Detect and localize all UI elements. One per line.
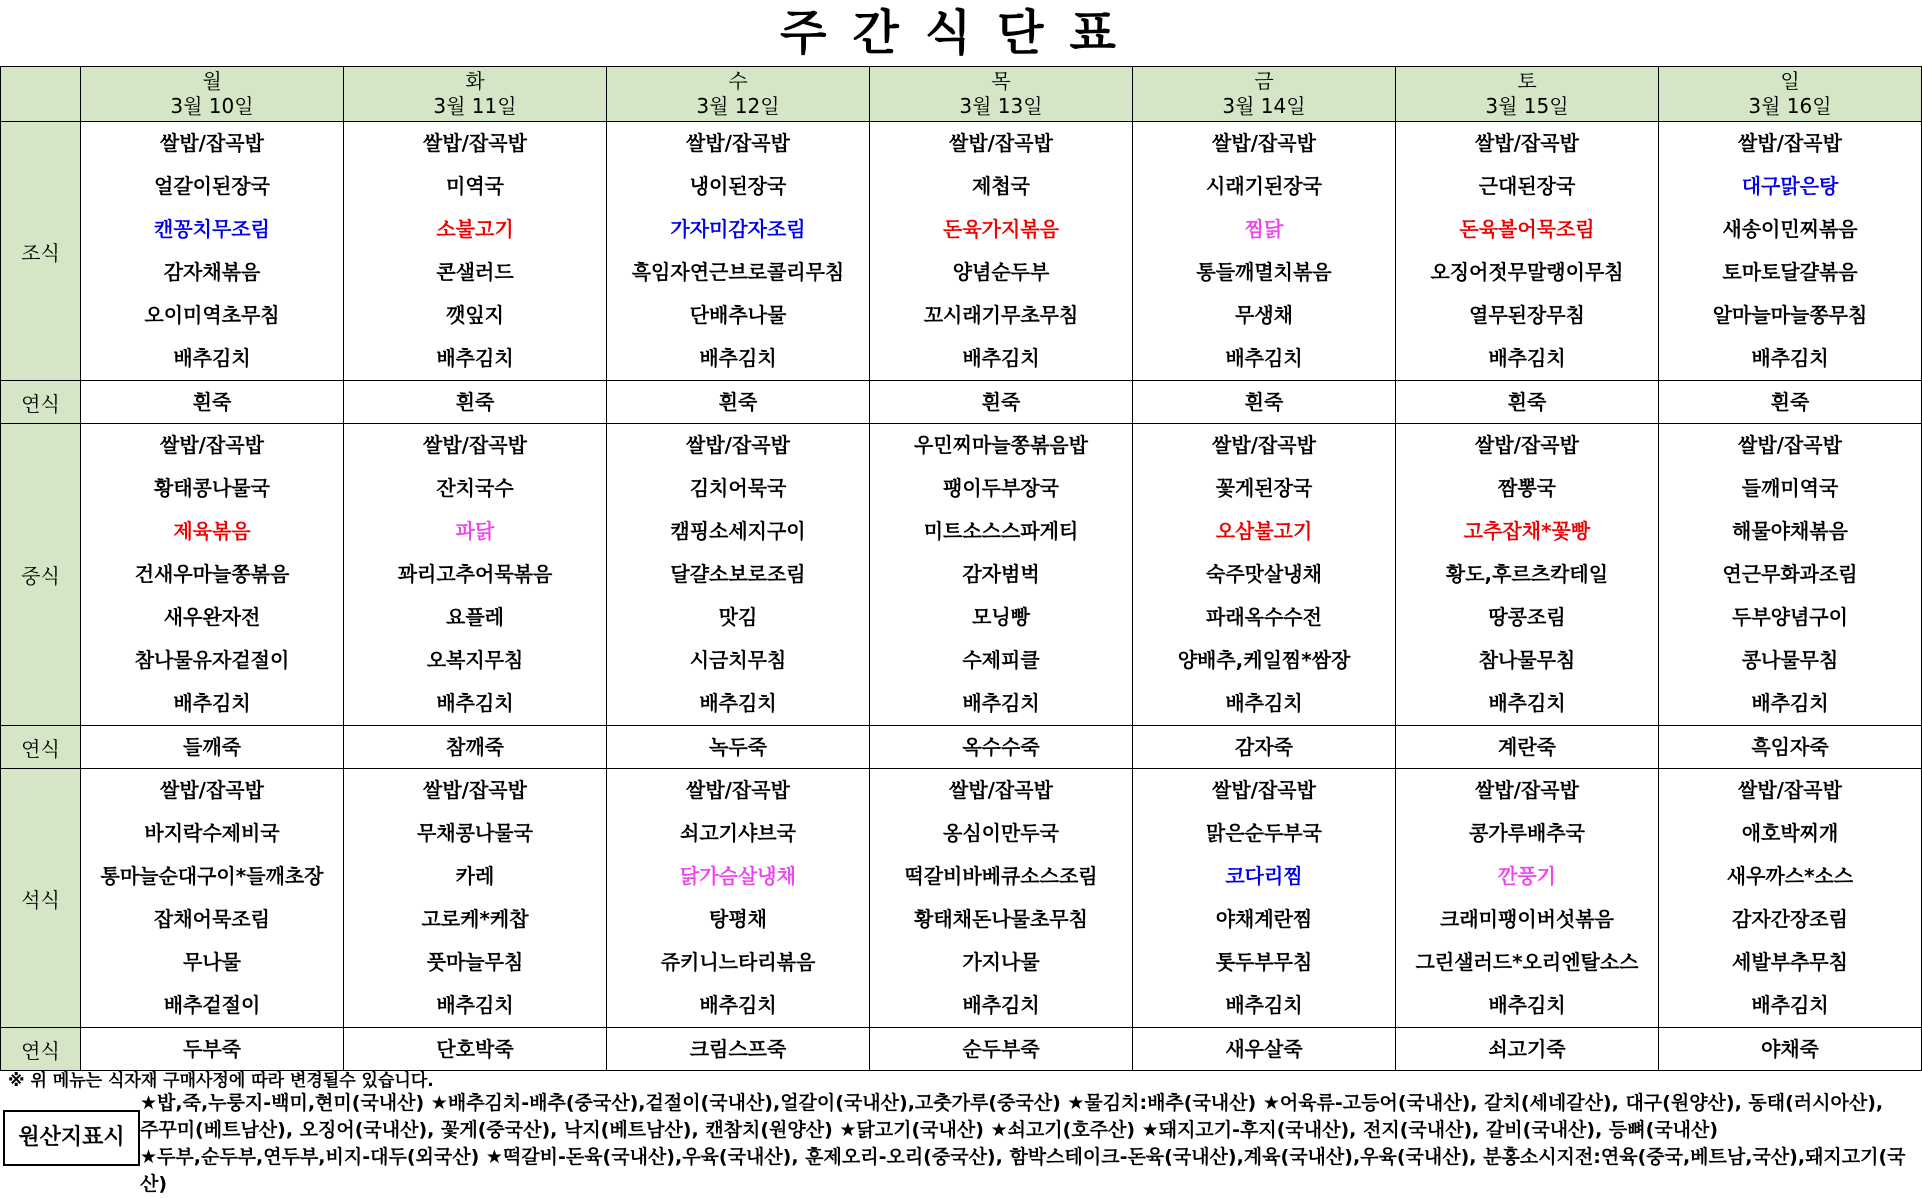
menu-item: 새우완자전: [163, 605, 261, 629]
menu-item: 깻잎지: [446, 303, 504, 327]
menu-item: 건새우마늘쫑볶음: [134, 562, 290, 586]
menu-item: 잡채어묵조림: [154, 907, 270, 931]
origin-label: 원산지표시: [3, 1110, 140, 1166]
day-date: 3월 12일: [696, 94, 780, 118]
menu-item: 단배추나물: [689, 303, 787, 327]
menu-cell: [81, 122, 344, 381]
menu-item: 들깨죽: [183, 735, 241, 759]
menu-item: 달걀소보로조림: [670, 562, 806, 586]
menu-cell: [1396, 1028, 1659, 1071]
menu-item: 고추잡채*꽃빵: [1463, 519, 1591, 543]
menu-cell: [1133, 122, 1396, 381]
menu-cell: [81, 424, 344, 726]
menu-item: 쇠고기샤브국: [680, 821, 796, 845]
meal-label: 석식: [1, 769, 81, 1028]
menu-item: 캔꽁치무조림: [154, 217, 270, 241]
menu-item: 흰죽: [1507, 390, 1547, 414]
menu-cell: [1396, 122, 1659, 381]
menu-item: 녹두죽: [709, 735, 767, 759]
menu-item: 냉이된장국: [689, 174, 787, 198]
day-header-row: [1, 67, 1922, 122]
menu-item: 세발부추무침: [1732, 950, 1848, 974]
meal-label: 조식: [1, 122, 81, 381]
menu-cell: [1133, 1028, 1396, 1071]
menu-cell: [870, 122, 1133, 381]
day-header: [607, 67, 870, 122]
menu-item: 참깨죽: [446, 735, 504, 759]
menu-item: 땅콩조림: [1488, 605, 1566, 629]
menu-item: 배추김치: [962, 691, 1040, 715]
menu-item: 배추겉절이: [163, 993, 261, 1017]
menu-item: 시래기된장국: [1206, 174, 1322, 198]
menu-item: 배추김치: [1225, 993, 1303, 1017]
day-header: [1659, 67, 1922, 122]
snack-row: [1, 726, 1922, 769]
menu-item: 오복지무침: [426, 648, 524, 672]
menu-item: 배추김치: [699, 346, 777, 370]
menu-item: 쌀밥/잡곡밥: [949, 778, 1053, 802]
menu-change-note: ※ 위 메뉴는 식자재 구매사정에 따라 변경될수 있습니다.: [8, 1071, 434, 1091]
menu-item: 쌀밥/잡곡밥: [1212, 433, 1316, 457]
menu-item: 김치어묵국: [689, 476, 787, 500]
menu-item: 모닝빵: [972, 605, 1030, 629]
menu-cell: [1659, 769, 1922, 1028]
menu-item: 열무된장무침: [1469, 303, 1585, 327]
menu-cell: [1133, 769, 1396, 1028]
day-header: [81, 67, 344, 122]
menu-cell: [1659, 1028, 1922, 1071]
day-of-week: 수: [728, 69, 748, 93]
menu-item: 두부양념구이: [1732, 605, 1848, 629]
menu-cell: [81, 726, 344, 769]
menu-item: 미역국: [446, 174, 504, 198]
menu-item: 콘샐러드: [436, 260, 514, 284]
day-date: 3월 16일: [1748, 94, 1832, 118]
menu-item: 배추김치: [1488, 993, 1566, 1017]
menu-item: 황태채돈나물초무침: [914, 907, 1088, 931]
menu-item: 제육볶음: [173, 519, 251, 543]
menu-item: 배추김치: [173, 691, 251, 715]
day-of-week: 일: [1780, 69, 1800, 93]
menu-item: 꽈리고추어묵볶음: [397, 562, 553, 586]
menu-item: 쇠고기죽: [1488, 1037, 1566, 1061]
menu-item: 단호박죽: [436, 1037, 514, 1061]
menu-item: 파래옥수수전: [1206, 605, 1322, 629]
menu-item: 쌀밥/잡곡밥: [160, 131, 264, 155]
menu-item: 배추김치: [962, 346, 1040, 370]
menu-item: 가자미감자조림: [670, 217, 806, 241]
menu-cell: [607, 424, 870, 726]
menu-item: 쌀밥/잡곡밥: [949, 131, 1053, 155]
menu-cell: [344, 769, 607, 1028]
menu-item: 무생채: [1235, 303, 1293, 327]
menu-item: 쌀밥/잡곡밥: [1212, 778, 1316, 802]
menu-item: 감자범벅: [962, 562, 1040, 586]
menu-item: 배추김치: [436, 346, 514, 370]
menu-item: 숙주맛살냉채: [1206, 562, 1322, 586]
menu-cell: [870, 424, 1133, 726]
menu-item: 흰죽: [1770, 390, 1810, 414]
menu-item: 맑은순두부국: [1206, 821, 1322, 845]
menu-item: 탕평채: [709, 907, 767, 931]
menu-item: 흰죽: [718, 390, 758, 414]
menu-item: 쌀밥/잡곡밥: [1475, 433, 1579, 457]
menu-item: 계란죽: [1498, 735, 1556, 759]
menu-cell: [1659, 381, 1922, 424]
menu-item: 쌀밥/잡곡밥: [1738, 131, 1842, 155]
menu-cell: [607, 122, 870, 381]
menu-item: 코다리찜: [1225, 864, 1303, 888]
menu-cell: [1659, 424, 1922, 726]
menu-item: 참나물유자겉절이: [134, 648, 290, 672]
menu-item: 배추김치: [1225, 346, 1303, 370]
menu-item: 배추김치: [1751, 993, 1829, 1017]
menu-item: 닭가슴살냉채: [680, 864, 796, 888]
meal-row: [1, 769, 1922, 1028]
menu-item: 시금치무침: [689, 648, 787, 672]
menu-item: 참나물무침: [1478, 648, 1576, 672]
menu-item: 감자죽: [1235, 735, 1293, 759]
menu-item: 풋마늘무침: [426, 950, 524, 974]
menu-item: 그린샐러드*오리엔탈소스: [1415, 950, 1639, 974]
menu-item: 쌀밥/잡곡밥: [423, 131, 527, 155]
menu-item: 새송이민찌볶음: [1722, 217, 1858, 241]
menu-cell: [344, 381, 607, 424]
menu-cell: [1659, 122, 1922, 381]
menu-cell: [607, 726, 870, 769]
menu-item: 배추김치: [1751, 346, 1829, 370]
menu-item: 흰죽: [455, 390, 495, 414]
meal-row: [1, 122, 1922, 381]
menu-item: 미트소스스파게티: [923, 519, 1079, 543]
day-of-week: 토: [1517, 69, 1537, 93]
menu-item: 콩가루배추국: [1469, 821, 1585, 845]
menu-cell: [870, 1028, 1133, 1071]
menu-item: 근대된장국: [1478, 174, 1576, 198]
menu-item: 팽이두부장국: [943, 476, 1059, 500]
origin-line: 주꾸미(베트남산), 오징어(국내산), 꽃게(중국산), 낙지(베트남산), 캔참치(원양산) ★닭고기(국내산) ★쇠고기(호주산) ★돼지고기-후지(국내산), 전지(국내산), 갈비(국내산), 등뼈(국내산): [140, 1119, 1719, 1141]
menu-item: 가지나물: [962, 950, 1040, 974]
menu-cell: [1133, 424, 1396, 726]
menu-item: 쌀밥/잡곡밥: [686, 778, 790, 802]
menu-item: 통마늘순대구이*들깨초장: [100, 864, 324, 888]
menu-cell: [870, 726, 1133, 769]
menu-item: 쌀밥/잡곡밥: [1738, 433, 1842, 457]
menu-item: 제첩국: [972, 174, 1030, 198]
menu-item: 배추김치: [1751, 691, 1829, 715]
menu-item: 쥬키니느타리볶음: [660, 950, 816, 974]
menu-item: 쌀밥/잡곡밥: [423, 433, 527, 457]
menu-item: 카레: [455, 864, 495, 888]
menu-item: 해물야채볶음: [1732, 519, 1848, 543]
weekly-menu-table: [0, 66, 1922, 1071]
day-of-week: 월: [202, 69, 222, 93]
menu-item: 배추김치: [1488, 691, 1566, 715]
menu-item: 감자채볶음: [163, 260, 261, 284]
menu-item: 흰죽: [1244, 390, 1284, 414]
menu-item: 찜닭: [1244, 217, 1284, 241]
menu-item: 흑임자죽: [1751, 735, 1829, 759]
menu-item: 요플레: [446, 605, 504, 629]
menu-item: 꼬시래기무초무침: [923, 303, 1079, 327]
menu-cell: [870, 769, 1133, 1028]
menu-item: 무나물: [183, 950, 241, 974]
menu-cell: [1659, 726, 1922, 769]
menu-item: 양념순두부: [952, 260, 1050, 284]
menu-item: 맛김: [718, 605, 758, 629]
menu-item: 배추김치: [436, 691, 514, 715]
page-title: 주간식단표: [780, 5, 1142, 61]
menu-cell: [81, 381, 344, 424]
menu-item: 양배추,케일찜*쌈장: [1177, 648, 1351, 672]
day-date: 3월 14일: [1222, 94, 1306, 118]
meal-row: [1, 424, 1922, 726]
menu-cell: [1396, 726, 1659, 769]
menu-item: 황태콩나물국: [154, 476, 270, 500]
menu-item: 배추김치: [173, 346, 251, 370]
origin-info: [140, 1090, 1920, 1198]
menu-item: 깐풍기: [1498, 864, 1556, 888]
day-date: 3월 15일: [1485, 94, 1569, 118]
meal-label: 연식: [1, 1028, 81, 1071]
menu-cell: [1133, 381, 1396, 424]
menu-item: 흰죽: [192, 390, 232, 414]
menu-item: 흑임자연근브로콜리무침: [631, 260, 845, 284]
menu-cell: [1396, 424, 1659, 726]
menu-item: 연근무화과조림: [1722, 562, 1858, 586]
menu-item: 배추김치: [1488, 346, 1566, 370]
meal-label: 중식: [1, 424, 81, 726]
menu-item: 돈육볼어묵조림: [1459, 217, 1595, 241]
menu-item: 배추김치: [699, 993, 777, 1017]
menu-item: 대구맑은탕: [1741, 174, 1839, 198]
menu-item: 캠핑소세지구이: [670, 519, 806, 543]
menu-item: 토마토달걀볶음: [1722, 260, 1858, 284]
meal-label: 연식: [1, 381, 81, 424]
menu-item: 오이미역초무침: [144, 303, 280, 327]
day-of-week: 목: [991, 69, 1011, 93]
menu-item: 야채계란찜: [1215, 907, 1313, 931]
menu-item: 야채죽: [1761, 1037, 1819, 1061]
header-corner: [1, 67, 81, 122]
day-header: [1396, 67, 1659, 122]
menu-item: 쌀밥/잡곡밥: [160, 433, 264, 457]
menu-item: 애호박찌개: [1741, 821, 1839, 845]
menu-item: 무채콩나물국: [417, 821, 533, 845]
menu-item: 옹심이만두국: [943, 821, 1059, 845]
menu-item: 크래미팽이버섯볶음: [1440, 907, 1614, 931]
day-of-week: 금: [1254, 69, 1274, 93]
day-date: 3월 10일: [170, 94, 254, 118]
menu-item: 톳두부무침: [1215, 950, 1313, 974]
menu-cell: [607, 381, 870, 424]
menu-item: 새우까스*소스: [1726, 864, 1854, 888]
menu-cell: [344, 122, 607, 381]
menu-item: 돈육가지볶음: [943, 217, 1059, 241]
menu-item: 오징어젓무말랭이무침: [1430, 260, 1624, 284]
menu-item: 수제피클: [962, 648, 1040, 672]
menu-item: 소불고기: [436, 217, 514, 241]
day-header: [870, 67, 1133, 122]
menu-item: 바지락수제비국: [144, 821, 280, 845]
menu-item: 쌀밥/잡곡밥: [1475, 131, 1579, 155]
menu-cell: [81, 769, 344, 1028]
day-header: [344, 67, 607, 122]
menu-cell: [607, 769, 870, 1028]
menu-cell: [1396, 381, 1659, 424]
menu-cell: [607, 1028, 870, 1071]
menu-item: 알마늘마늘쫑무침: [1712, 303, 1868, 327]
day-date: 3월 13일: [959, 94, 1043, 118]
menu-item: 파닭: [455, 519, 495, 543]
snack-row: [1, 381, 1922, 424]
menu-item: 들깨미역국: [1741, 476, 1839, 500]
menu-item: 고로케*케찹: [421, 907, 529, 931]
menu-item: 얼갈이된장국: [154, 174, 270, 198]
menu-cell: [1396, 769, 1659, 1028]
menu-item: 황도,후르츠칵테일: [1445, 562, 1609, 586]
menu-item: 감자간장조림: [1732, 907, 1848, 931]
menu-item: 쌀밥/잡곡밥: [1738, 778, 1842, 802]
origin-line: ★밥,죽,누룽지-백미,현미(국내산) ★배추김치-배추(중국산),겉절이(국내산),얼갈이(국내산),고춧가루(중국산) ★물김치:배추(국내산) ★어육류-고등어(국내산), 갈치(세네갈산), 대구(원양산), 동태(러시아산),: [140, 1092, 1884, 1114]
menu-item: 배추김치: [1225, 691, 1303, 715]
menu-cell: [1133, 726, 1396, 769]
origin-line: ★두부,순두부,연두부,비지-대두(외국산) ★떡갈비-돈육(국내산),우육(국내산), 훈제오리-오리(중국산), 함박스테이크-돈육(국내산),계육(국내산),우육(국내산), 분홍소시지전:연육(중국,베트남,국산),돼지고기(국산): [140, 1146, 1906, 1195]
menu-item: 꽃게된장국: [1215, 476, 1313, 500]
menu-item: 옥수수죽: [962, 735, 1040, 759]
day-date: 3월 11일: [433, 94, 517, 118]
menu-item: 콩나물무침: [1741, 648, 1839, 672]
menu-item: 새우살죽: [1225, 1037, 1303, 1061]
menu-cell: [81, 1028, 344, 1071]
menu-cell: [344, 726, 607, 769]
meal-label: 연식: [1, 726, 81, 769]
menu-item: 오삼불고기: [1215, 519, 1313, 543]
menu-item: 쌀밥/잡곡밥: [686, 433, 790, 457]
menu-item: 통들깨멸치볶음: [1196, 260, 1332, 284]
day-of-week: 화: [465, 69, 485, 93]
menu-item: 두부죽: [183, 1037, 241, 1061]
menu-item: 배추김치: [699, 691, 777, 715]
menu-item: 쌀밥/잡곡밥: [1212, 131, 1316, 155]
menu-item: 흰죽: [981, 390, 1021, 414]
menu-cell: [870, 381, 1133, 424]
day-header: [1133, 67, 1396, 122]
menu-item: 우민찌마늘쫑볶음밥: [914, 433, 1088, 457]
menu-cell: [344, 1028, 607, 1071]
snack-row: [1, 1028, 1922, 1071]
menu-item: 순두부죽: [962, 1037, 1040, 1061]
menu-item: 쌀밥/잡곡밥: [1475, 778, 1579, 802]
menu-item: 쌀밥/잡곡밥: [160, 778, 264, 802]
menu-item: 쌀밥/잡곡밥: [423, 778, 527, 802]
menu-item: 배추김치: [962, 993, 1040, 1017]
menu-item: 배추김치: [436, 993, 514, 1017]
menu-item: 떡갈비바베큐소스조림: [904, 864, 1098, 888]
menu-item: 크림스프죽: [689, 1037, 787, 1061]
menu-item: 쌀밥/잡곡밥: [686, 131, 790, 155]
menu-item: 잔치국수: [436, 476, 514, 500]
menu-cell: [344, 424, 607, 726]
menu-item: 짬뽕국: [1498, 476, 1556, 500]
